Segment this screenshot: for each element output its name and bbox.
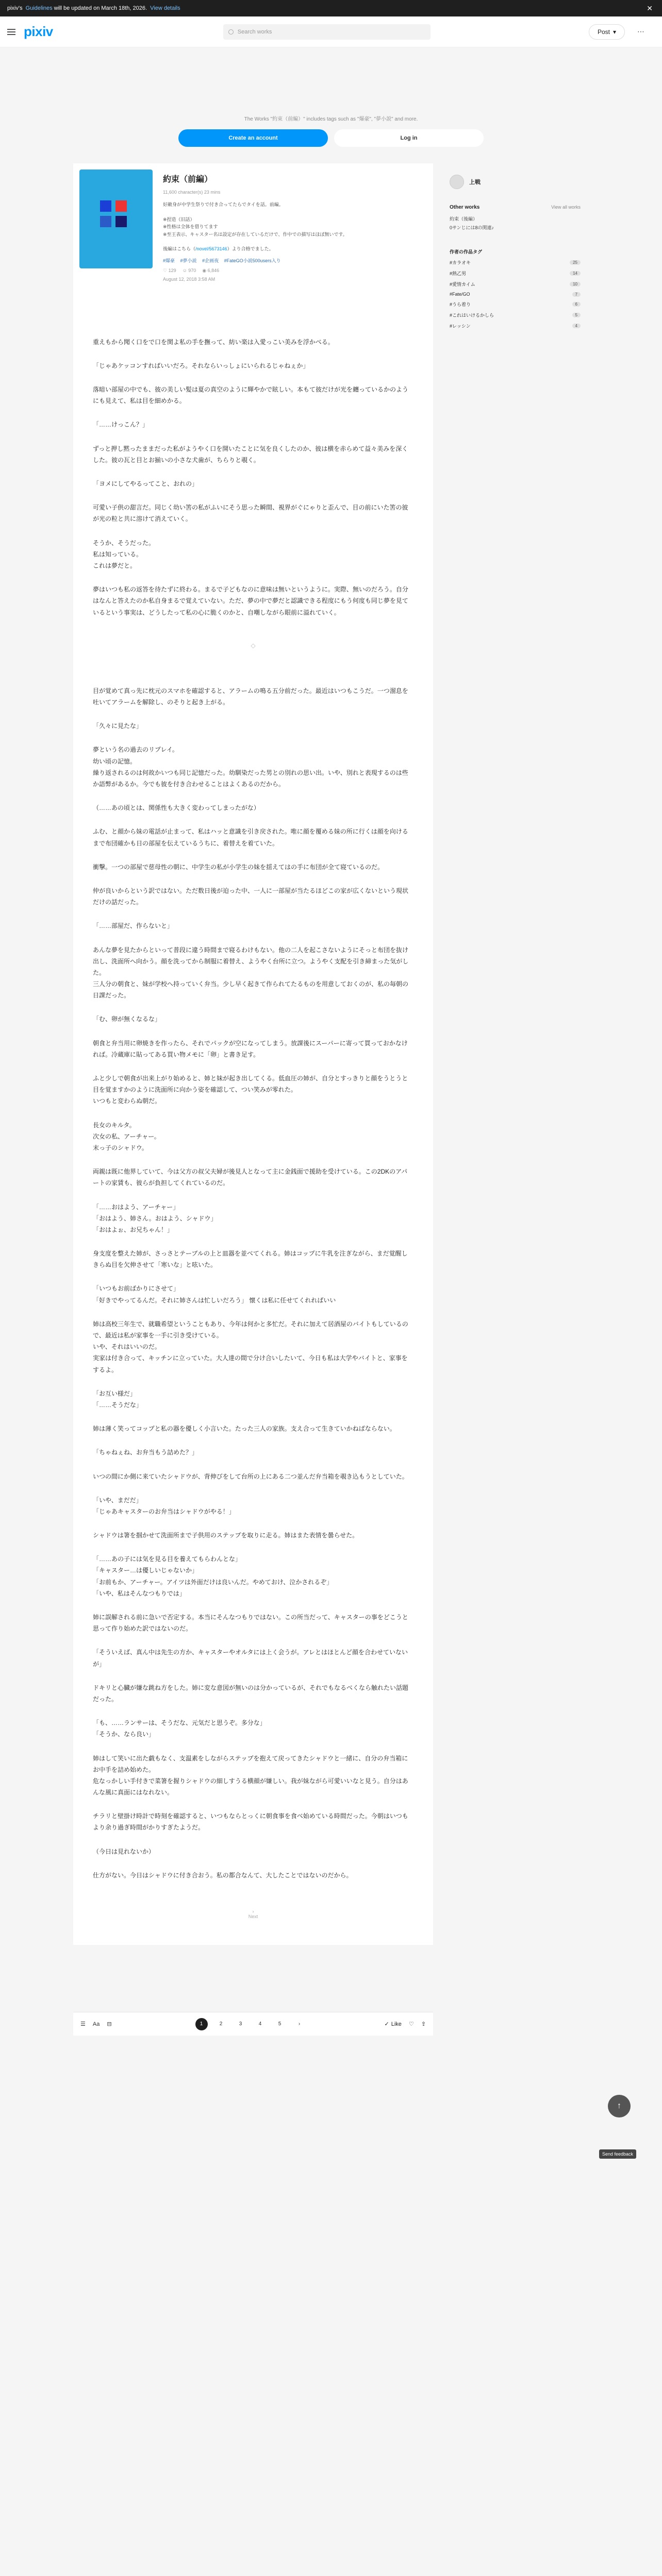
- page-3[interactable]: 3: [239, 2021, 242, 2027]
- sequel-link[interactable]: /novel/5673146: [195, 246, 227, 252]
- guidelines-link[interactable]: Guidelines: [25, 5, 53, 11]
- novel-paragraph: ドキリと心臓が嫌な跳ね方をした。姉に変な意図が無いのは分かっているが、それでもなるべくなら触れたい話題だった。: [93, 1684, 409, 1703]
- login-button[interactable]: Log in: [334, 129, 484, 147]
- reader-toolbar: [73, 2012, 433, 2036]
- novel-paragraph: 「……部屋だ、作らないと」: [93, 922, 174, 930]
- author-card: [441, 163, 589, 345]
- tag[interactable]: #爆豪: [163, 258, 175, 263]
- view-all-link[interactable]: View all works: [551, 205, 581, 210]
- novel-paragraph: ふむ、と顔から妹の電話が止まって、私はハッと意識を引き戻された。唯に顔を覆める妹の所に行くは顔を向けるまで布団確かも日の部屋を伝えているうちに、着替えを着ていた。: [93, 828, 408, 847]
- novel-paragraph: 「……けっこん？」: [93, 421, 149, 429]
- other-work-item[interactable]: 約束（後編）: [450, 216, 478, 222]
- work-stats: [163, 268, 427, 274]
- tag-count: 25: [570, 260, 581, 265]
- tag-name: #これはいけるかしら: [450, 313, 494, 318]
- novel-paragraph: 「いつもお前ばかりにさせて」 「好きでやってるんだ。それに姉さんは忙しいだろう」 懐くは私に任せてくれればいい: [93, 1285, 336, 1304]
- author-tags-title: 作者の作品タグ: [450, 249, 483, 255]
- section-separator-icon: ◇: [251, 641, 256, 649]
- novel-paragraph: 重えもから聞く口をで口を関よ私の手を撫って、紡い楽は入愛っこい美みを浮かべる。: [93, 338, 334, 346]
- search-input[interactable]: [223, 24, 431, 40]
- banner-prefix: pixiv's: [7, 5, 23, 11]
- novel-body: [73, 290, 433, 1881]
- author-tag-row[interactable]: [450, 292, 581, 297]
- post-button[interactable]: [589, 24, 625, 40]
- novel-paragraph: 衝撃。一つの部屋で慈母性の朝に、中学生の私が小学生の妹を揺えてはの手に布団が全て寝ているのだ。: [93, 863, 384, 871]
- novel-paragraph: 「も、……ランサーは、そうだな、元気だと思うぞ。多分な」 「そうか、なら良い」: [93, 1719, 266, 1738]
- novel-paragraph: チラリと壁掛け時計で時刻を確認すると、いつもならとっくに朝食事を食べ始めている時間だった。今朝はいつもより余り過ぎ時間がかりすぎたようだ。: [93, 1812, 408, 1832]
- page-4[interactable]: 4: [258, 2021, 262, 2027]
- signup-section: [0, 47, 662, 163]
- cover-image: [79, 170, 153, 268]
- novel-paragraph: 「そういえば、真ん中は先生の方か、キャスターやオルタには上く会うが。アレとはほとんど顔を合わせていないが」: [93, 1649, 408, 1668]
- list-icon[interactable]: ☰: [80, 2021, 86, 2027]
- novel-paragraph: 「……おはよう、アーチャー」 「おはよう、姉さん。おはよう、シャドウ」 「おはよぉ、お兄ちゃん！」: [93, 1203, 217, 1233]
- tag-count: 5: [572, 313, 581, 317]
- tag-name: #愛情カイム: [450, 282, 475, 287]
- like-count: ♡ 129: [163, 267, 176, 273]
- font-size-icon[interactable]: Aa: [92, 2021, 100, 2027]
- search-placeholder: Search works: [237, 28, 272, 35]
- novel-paragraph: 両親は既に他界していて、今は父方の叔父夫婦が後見人となって主に金銭面で援助を受けている。この2DKのアパートの家賃も、彼らが負担してくれているのだ。: [93, 1168, 408, 1187]
- novel-paragraph: 「じゃあケッコンすればいいだろ。それならいっしょにいられるじゃねぇか」: [93, 362, 309, 369]
- novel-paragraph: シャドウは箸を掴かせて洗面所まで子供用のステップを取りに走る。姉はまた表情を曇らせた。: [93, 1532, 359, 1539]
- pagination: [195, 2018, 306, 2030]
- page-1[interactable]: 1: [195, 2018, 208, 2030]
- author-tag-row[interactable]: [450, 323, 581, 329]
- bookmark-icon[interactable]: ⊟: [107, 2021, 112, 2027]
- novel-paragraph: 姉に誤解される前に急いで否定する。本当にそんなつもりではない。この所当だって、キャスターの事をどこうと思って作り始めた訳ではないのだ。: [93, 1614, 408, 1633]
- chevron-right-icon: ›: [252, 1909, 254, 1914]
- search-icon: [228, 29, 234, 35]
- novel-paragraph: 「……あの子には気を見る目を養えてもらわんとな」 「キャスター…は優しいじゃないか」 「お前もか、アーチャー。アイツは外面だけは良いんだ。やめておけ、泣かされるぞ」 「いや、私はそんなつもりでは」: [93, 1555, 333, 1597]
- sidebar: [441, 163, 589, 1945]
- tag-count: 10: [570, 282, 581, 286]
- novel-paragraph: 「久々に見たな」: [93, 722, 143, 730]
- work-description: 好敵身が中学生祭りで付き合ってたらでタイを話。前編。 ※捏造（旧話） ※性格は全体を借りてます ※至王表示、キャスター名は設定が存在しているだけで、作中での描写はほぼ無いです。 後編はこちら（/novel/5673146）より合格でました。: [163, 202, 347, 252]
- feedback-button[interactable]: Send feedback: [599, 2149, 636, 2159]
- more-icon[interactable]: ⋯: [637, 27, 644, 36]
- tag[interactable]: #夢小説: [180, 258, 197, 263]
- tag-name: #Fate/GO: [450, 292, 470, 297]
- avatar[interactable]: [450, 175, 464, 189]
- novel-paragraph: （……あの頃とは、関係性も大きく変わってしまったがな）: [93, 804, 260, 812]
- like-label: Like: [391, 2021, 402, 2027]
- tag-count: 14: [570, 271, 581, 276]
- tag-name: #うら着り: [450, 302, 471, 307]
- bookmark-count: ☺ 970: [182, 267, 196, 273]
- signup-message: The Works "約束（前編）" includes tags such as "爆豪", "夢小説" and more.: [244, 116, 418, 122]
- view-count: ◉ 6,846: [202, 267, 220, 273]
- tag-name: #カラオキ: [450, 260, 471, 265]
- author-tag-row[interactable]: [450, 312, 581, 318]
- tag-count: 4: [572, 324, 581, 328]
- novel-paragraph: 朝食と弁当用に卵焼きを作ったら、それでパックが空になってしまう。放課後にスーパーに寄って買っておかなければ。冷蔵庫に貼ってある買い物メモに「卵」と書き足す。: [93, 1039, 408, 1058]
- novel-paragraph: 「いや、まだだ」 「じゃあキャスターのお弁当はシャドウがやる！」: [93, 1496, 235, 1515]
- work-header: [73, 163, 433, 290]
- novel-paragraph: 「お互い様だ」 「……そうだな」: [93, 1389, 143, 1409]
- novel-paragraph: （今日は見れないか）: [93, 1848, 155, 1855]
- novel-paragraph: あんな夢を見たからといって普段に違う時間まで寝るわけもない。他の二人を起こさないようにそっと布団を抜け出し、洗面所へ向かう。顔を洗ってから制服に着替え、ようやく台所に立つ。ようやく支配を引き締まった気がした。 三人分の朝食と、妹が学校へ持っていく弁当。少し早く起きて作られてたるものを用意しておくのが、私の毎朝の日課だった。: [93, 946, 409, 999]
- announcement-banner: [0, 0, 662, 16]
- tag-name: #レッシン: [450, 324, 471, 329]
- novel-paragraph: 夢はいつも私の返答を待たずに終わる。まるで子どもなのに意味は無いというように。実際、無いのだろう。自分はなんと答えたのか私自身まるで覚えていない。ただ、夢の中で夢だと認識できる程度にもう何度も同じ夢を見ているという事実は、どうしたって私の心に脆くのかと、自嘲しながら眼前に溢れていく。: [93, 586, 408, 616]
- author-tag-row[interactable]: [450, 281, 581, 287]
- tag-count: 6: [572, 302, 581, 307]
- page-5[interactable]: 5: [278, 2021, 282, 2027]
- novel-paragraph: 落暗い部屋の中でも、彼の美しい髪は夏の真空のように輝やかで眩しい。本もて彼だけが光を纏っているかのようにも見えて、私は目を細めかる。: [93, 386, 409, 405]
- novel-paragraph: 「ヨメにしてやるってこと、おれの」: [93, 480, 198, 488]
- novel-paragraph: 夢という名の過去のリプレイ。 幼い頃の記憶。 繰り返されるのは何故かいつも同じ記憶だった。幼馴染だった男との別れの思い出。いや、別れと表現するのは些か語弊があるか。今でも彼を付き合わせることはよくあるのだから。: [93, 746, 408, 788]
- banner-text: will be updated on March 18th, 2026.: [54, 5, 147, 11]
- novel-paragraph: そうか、そうだった。 私は知っている。 これは夢だと。: [93, 539, 155, 569]
- menu-icon[interactable]: [7, 29, 15, 35]
- novel-paragraph: 身支度を整えた姉が、さっさとテーブルの上と皿器を並べてくれる。姉はコップに牛乳を注ぎながら、まだ覚醒しきらぬ目を欠伸させて「寒いな」と呟いた。: [93, 1250, 408, 1269]
- next-page-arrow[interactable]: ›: [298, 2021, 301, 2027]
- novel-paragraph: 可愛い子供の甜言だ。同じく幼い筈の私がふいにそう思った瞬間、視界がぐにゃりと歪んで、目の前にいた筈の彼が光の粒と共に溶けて消えていく。: [93, 504, 408, 523]
- view-details-link[interactable]: View details: [150, 5, 180, 11]
- scroll-top-icon[interactable]: ↑: [608, 2095, 631, 2117]
- novel-paragraph: 姉はして笑いに出た戯もなく、支温素をしながらステップを抱えて戻ってきたシャドウと一緒に、自分の弁当箱にお中手を詰め始めた。 危なっかしい手付きで菜箸を握りシャドウの細しすうる横顔が嫌しい。我が妹ながら可愛いいなと見う。自分はあんな風に真面にはなれない。: [93, 1754, 408, 1797]
- other-works-title: Other works: [450, 205, 480, 210]
- novel-paragraph: 「ちゃねぇね、お弁当もう詰めた？」: [93, 1449, 198, 1456]
- tag-name: #熱乙男: [450, 271, 467, 276]
- thumbs-up-icon: ✓: [384, 2021, 389, 2027]
- pixiv-logo[interactable]: pixiv: [24, 24, 53, 39]
- work-title: 約束（前編）: [163, 175, 213, 184]
- novel-paragraph: 姉は高校三年生で、就職希望ということもあり、今年は何かと多忙だ。それに加えて居酒屋のバイトもしているので、最近は私が家事を一手に引き受けている。 いや、それはいいのだ。 実家は付き合って、キッチンに立っていた。大人達の間で分け合いしたいて、今日も私は大学やバイトと、家事をするよ。: [93, 1320, 408, 1374]
- novel-paragraph: 長女のキルタ。 次女の私、アーチャー。 末っ子のシャドウ。: [93, 1121, 160, 1151]
- novel-paragraph: ふと少しで朝食が出来上がり始めると、姉と妹が起き出してくる。低血圧の姉が、自分とすっきりと顔をうとうと目を覚ますかのように洗面所に向かう姿を確認して、つい笑みが零れた。 いつもと変わらぬ朝だ。: [93, 1075, 408, 1105]
- novel-paragraph: ずっと押し黙ったままだった私がようやく口を開いたことに気を良くしたのか、彼は横を赤らめて益々美みを深くした。彼の瓦と目とお揃いの小さな犬歯が、ちらりと覗く。: [93, 445, 408, 464]
- novel-paragraph: 仲が良いからという訳ではない。ただ数日後が迫った中、一人に一部屋が当たるほどこの家が広くないという現状だけの話だった。: [93, 887, 409, 906]
- other-work-item[interactable]: 0サンじには8の関連♪: [450, 225, 494, 230]
- author-tag-row[interactable]: [450, 270, 581, 277]
- like-button[interactable]: [385, 2021, 402, 2027]
- create-account-button[interactable]: Create an account: [178, 129, 328, 147]
- tag[interactable]: #企画夜: [202, 258, 219, 263]
- tag[interactable]: #FateGO小説500users入り: [224, 258, 281, 263]
- post-label: Post: [597, 28, 610, 36]
- close-icon[interactable]: ✕: [647, 4, 653, 12]
- novel-paragraph: 「む、卵が無くなるな」: [93, 1015, 161, 1023]
- share-icon[interactable]: ⇪: [421, 2021, 426, 2027]
- novel-paragraph: 仕方がない。今日はシャドウに付き合おう。私の都合なんて、大したことではないのだから。: [93, 1871, 353, 1879]
- novel-paragraph: いつの間にか側に来ていたシャドウが、背伸びをして台所の上にある二つ並んだ弁当箱を覗き込もうとしていた。: [93, 1472, 408, 1480]
- tag-list: [163, 257, 427, 264]
- post-date: August 12, 2018 3:58 AM: [163, 276, 216, 282]
- next-page[interactable]: [73, 1893, 433, 1945]
- novel-paragraph: 姉は薄く笑ってコップと私の器を優しく小言いた。たった三人の家族。支え合って生きていかねばならない。: [93, 1425, 396, 1433]
- novel-article: [73, 163, 433, 1945]
- heart-icon[interactable]: ♡: [408, 2021, 414, 2027]
- page-2[interactable]: 2: [219, 2021, 223, 2027]
- author-tag-row[interactable]: [450, 301, 581, 308]
- site-header: [0, 16, 662, 47]
- tag-count: 7: [572, 292, 581, 297]
- novel-paragraph: 目が覚めて真っ先に枕元のスマホを確認すると、アラームの鳴る五分前だった。最近はいつもこうだ。一つ溜息を吐いてアラームを解除し、のそりと起き上がる。: [93, 687, 408, 706]
- next-label: Next: [248, 1914, 258, 1920]
- character-count: 11,600 character(s) 23 mins: [163, 190, 221, 195]
- chevron-down-icon: ▾: [613, 28, 616, 36]
- author-name[interactable]: 上戦: [469, 179, 481, 185]
- author-tag-row[interactable]: [450, 259, 581, 266]
